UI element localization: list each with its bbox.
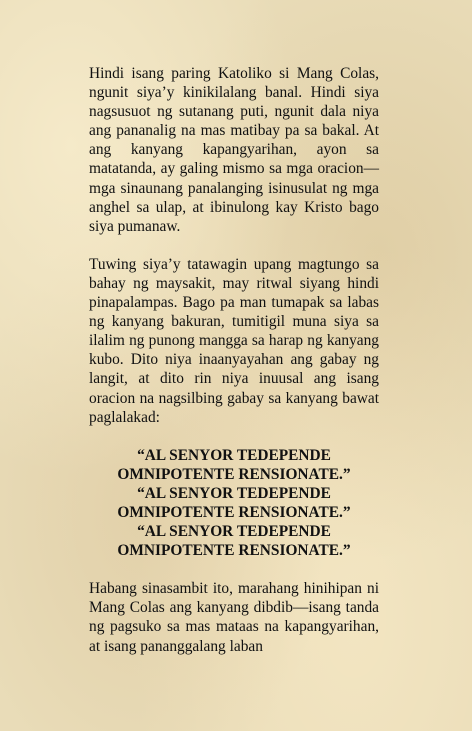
chant-line: OMNIPOTENTE RENSIONATE.” bbox=[117, 465, 351, 483]
paragraph-breathing: Habang sinasambit ito, marahang hinihipan ni Mang Colas ang kanyang dibdib—isang tanda ng pagsuko sa mas mataas na kapangyarihan, at isang pananggalang laban bbox=[89, 580, 379, 655]
chant-line: “AL SENYOR TEDEPENDE bbox=[137, 484, 331, 502]
paragraph-ritual: Tuwing siya’y tatawagin upang magtungo sa bahay ng maysakit, may ritwal siyang hindi pinapalampas. Bago pa man tumapak sa labas ng kanyang bakuran, tumitigil muna siya sa ilalim ng punong mangga sa harap ng kanyang kubo. Dito niya inaanyayahan ang gabay ng langit, at dito rin niya inuusal ang isang oracion na nagsilbing gabay sa kanyang bawat paglalakad: bbox=[89, 255, 379, 426]
chant-line: OMNIPOTENTE RENSIONATE.” bbox=[117, 503, 351, 521]
oracion-chant bbox=[89, 446, 379, 561]
chant-line: “AL SENYOR TEDEPENDE bbox=[137, 446, 331, 464]
text-column bbox=[89, 64, 379, 656]
chant-line: “AL SENYOR TEDEPENDE bbox=[137, 523, 331, 541]
chant-line: OMNIPOTENTE RENSIONATE.” bbox=[117, 542, 351, 560]
paragraph-mang-colas-intro: Hindi isang paring Katoliko si Mang Colas, ngunit siya’y kinikilalang banal. Hindi siya nagsusuot ng sutanang puti, ngunit dala niya ang pananalig na mas matibay pa sa bakal. At ang kanyang kapangyarihan, ayon sa matatanda, ay galing mismo sa mga oracion—mga sinaunang panalanging isinusulat ng mga anghel sa ulap, at ibinulong kay Kristo bago siya pumanaw. bbox=[89, 65, 379, 235]
